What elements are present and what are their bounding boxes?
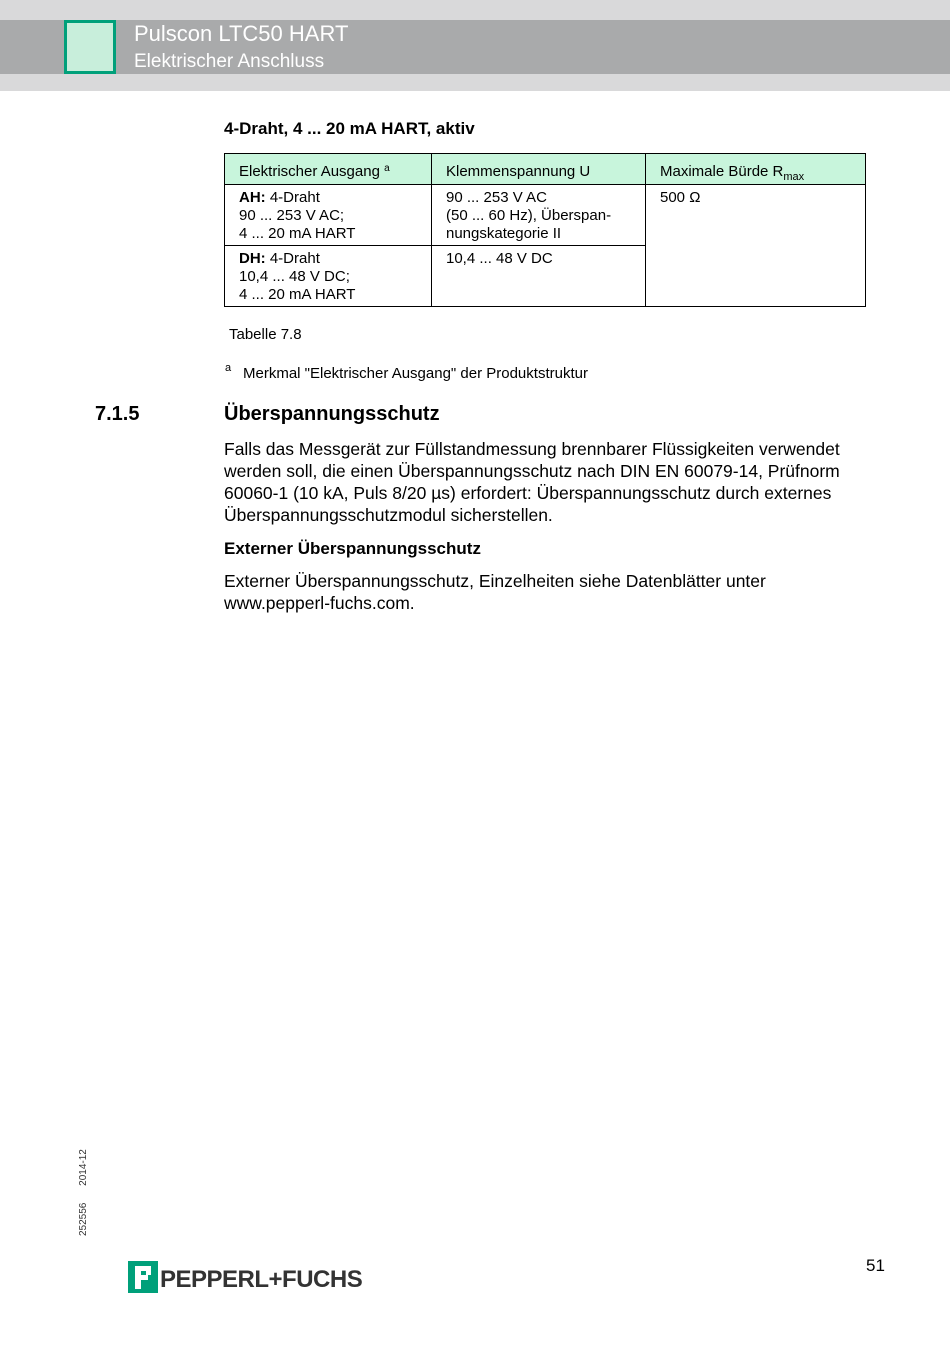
spec-table (224, 153, 866, 307)
brand-logo-icon (128, 1261, 158, 1293)
header-logo-square (64, 20, 116, 74)
cell-max-load: 500 Ω (646, 185, 866, 307)
document-number: 252556 (78, 1202, 89, 1236)
header-title: Pulscon LTC50 HART (134, 21, 349, 46)
brand-name: PEPPERL+FUCHS (160, 1266, 363, 1293)
footnote-ref: a (384, 163, 390, 174)
table-row (225, 185, 866, 246)
column-header-output: Elektrischer Ausgang $^a$ (225, 154, 432, 185)
column-header-voltage: Klemmenspannung U (432, 154, 646, 185)
table-heading: 4-Draht, 4 ... 20 mA HART, aktiv (224, 119, 475, 138)
table-caption: Tabelle 7.8 (229, 326, 302, 343)
column-header-max-load: Maximale Bürde $R_{max}$ (646, 154, 866, 185)
header-subtitle: Elektrischer Anschluss (134, 51, 325, 72)
footnote-text: Merkmal "Elektrischer Ausgang" der Produktstruktur (243, 365, 588, 382)
cell-voltage-ah: 90 ... 253 V AC (50 ... 60 Hz), Überspan- nungskategorie II (432, 185, 646, 246)
table-header-row (225, 154, 866, 185)
section-number: 7.1.5 (95, 403, 140, 425)
document-date: 2014-12 (78, 1149, 89, 1186)
subsection-heading: Externer Überspannungsschutz (224, 539, 481, 558)
document-meta (78, 1135, 89, 1236)
rmax-subscript: max (783, 171, 805, 183)
cell-voltage-dh: 10,4 ... 48 V DC (432, 246, 646, 307)
subsection-paragraph: Externer Überspannungsschutz, Einzelheiten siehe Datenblätter unter www.pepperl-fuchs.com. (224, 571, 766, 613)
section-paragraph: Falls das Messgerät zur Füllstandmessung brennbarer Flüssigkeiten verwendet werden soll, die einen Überspannungsschutz nach DIN EN 60079-14, Prüfnorm 60060-1 (10 kA, Puls 8/20 µs) erfordert: Überspannungsschutz durch externes Überspannungsschutzmodul sicherstellen. (224, 439, 840, 525)
page-number: 51 (866, 1256, 885, 1275)
top-strip (0, 0, 950, 20)
section-title: Überspannungsschutz (224, 403, 440, 425)
header-bottom-strip (0, 74, 950, 91)
cell-output-ah: AH: 4-Draht 90 ... 253 V AC; 4 ... 20 mA HART (225, 185, 432, 246)
footnote-mark: a (225, 362, 232, 374)
cell-output-dh: DH: 4-Draht 10,4 ... 48 V DC; 4 ... 20 mA HART (225, 246, 432, 307)
